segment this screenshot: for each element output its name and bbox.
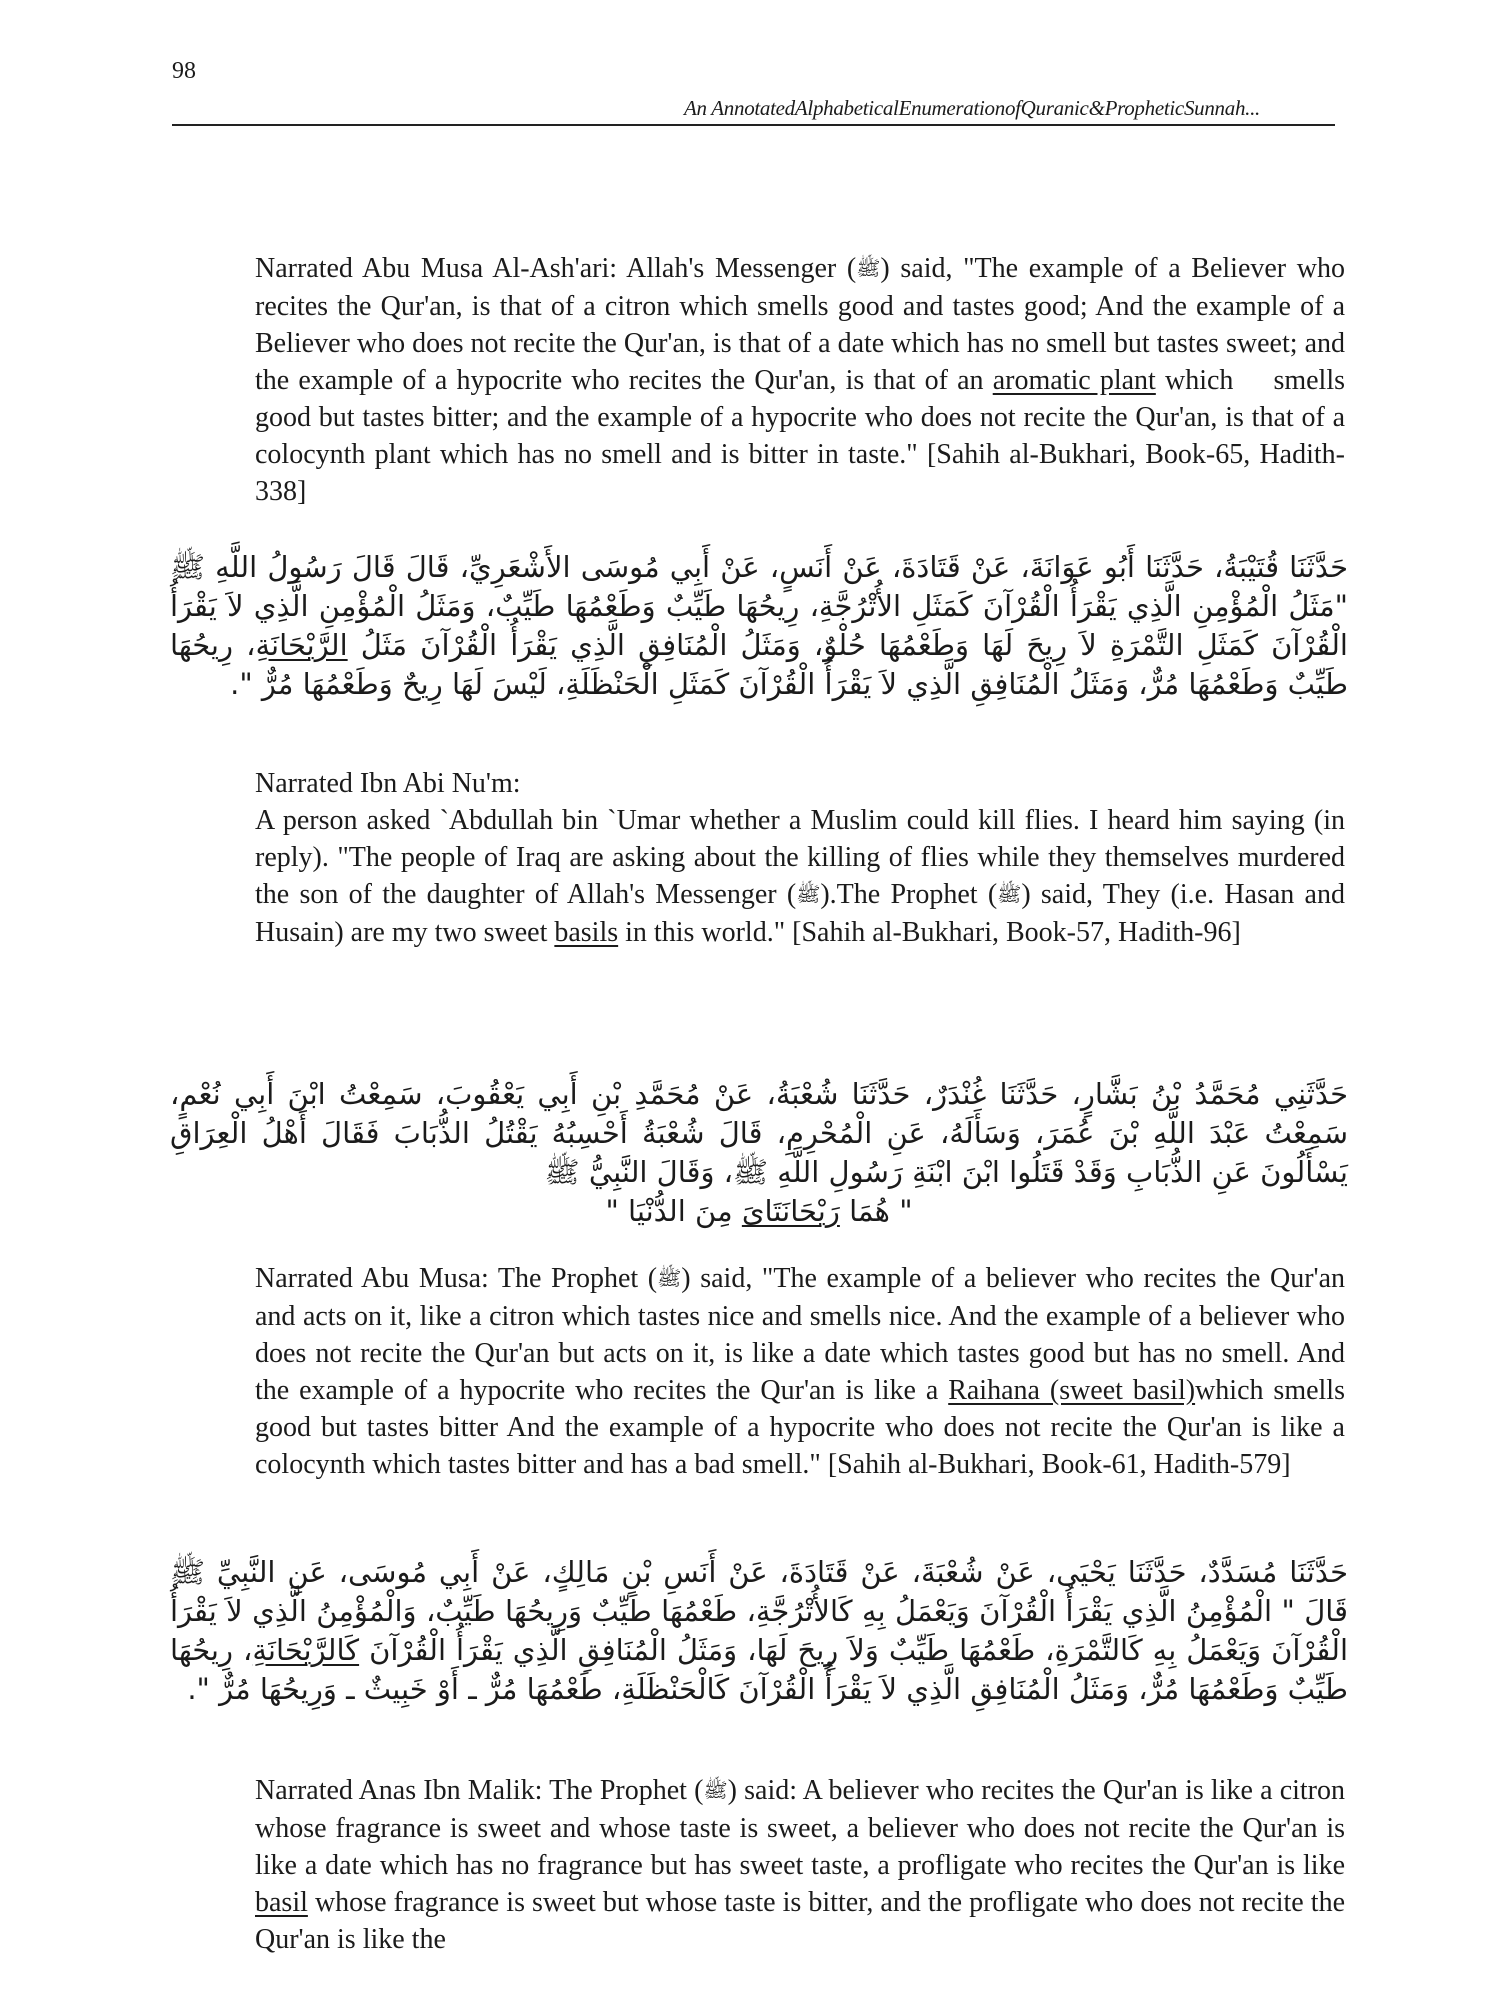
hadith-2-english: Narrated Ibn Abi Nu'm: A person asked `Abdullah bin `Umar whether a Muslim could kill flies. I heard him saying (in reply). "The people of Iraq are asking about the killing of flies while they themselves murdered the son of the daughter of Allah's Messenger (ﷺ).The Prophet (ﷺ) said, They (i.e. Hasan and Husain) are my two sweet basils in this world." [Sahih al-Bukhari, Book-57, Hadith-96] (255, 765, 1345, 951)
highlighted-term: basil (255, 1887, 308, 1918)
narrator-line: Narrated Ibn Abi Nu'm: (255, 768, 521, 799)
highlighted-term-arabic: الرَّيْحَانَةِ (255, 628, 348, 662)
highlighted-term-arabic: رَيْحَانَتَاىَ (741, 1194, 840, 1228)
hadith-1-english: Narrated Abu Musa Al-Ash'ari: Allah's Messenger (ﷺ) said, "The example of a Believer who recites the Qur'an, is that of a citron which smells good and tastes good; And the example of a Believer who does not recite the Qur'an, is that of a date which has no smell but tastes sweet; and the example of a hypocrite who recites the Qur'an, is that of an aromatic plant which smells good but tastes bitter; and the example of a hypocrite who does not recite the Qur'an, is that of a colocynth plant which has no smell and is bitter in taste." [Sahih al-Bukhari, Book-65, Hadith-338] (255, 253, 1345, 507)
pbuh-symbol: ﷺ (796, 884, 821, 906)
header-divider (172, 124, 1335, 126)
hadith-3-english: Narrated Abu Musa: The Prophet (ﷺ) said, "The example of a believer who recites the Qur'an and acts on it, like a citron which tastes nice and smells nice. And the example of a believer who does not recite the Qur'an but acts on it, is like a date which tastes good but has no smell. And the example of a hypocrite who recites the Qur'an is like a Raihana (sweet basil)which smells good but tastes bitter And the example of a hypocrite who does not recite the Qur'an is like a colocynth which tastes bitter and has a bad smell." [Sahih al-Bukhari, Book-61, Hadith-579] (255, 1263, 1346, 1480)
highlighted-term: basils (554, 917, 619, 948)
hadith-4-english: Narrated Anas Ibn Malik: The Prophet (ﷺ) said: A believer who recites the Qur'an is like a citron whose fragrance is sweet and whose taste is sweet, a believer who does not recite the Qur'an is like a date which has no fragrance but has sweet taste, a profligate who recites the Qur'an is like basil whose fragrance is sweet but whose taste is bitter, and the profligate who does not recite the Qur'an is like the (255, 1775, 1345, 1955)
pbuh-symbol: ﷺ (856, 258, 881, 280)
hadith-1-arabic: حَدَّثَنَا قُتَيْبَةُ، حَدَّثَنَا أَبُو عَوَانَةَ، عَنْ قَتَادَةَ، عَنْ أَنَسٍ، عَنْ أَبِي مُوسَى الأَشْعَرِيِّ، قَالَ قَالَ رَسُولُ اللَّهِ ﷺ "مَثَلُ الْمُؤْمِنِ الَّذِي يَقْرَأُ الْقُرْآنَ كَمَثَلِ الأُتْرُجَّةِ، رِيحُهَا طَيِّبٌ وَطَعْمُهَا طَيِّبٌ، وَمَثَلُ الْمُؤْمِنِ الَّذِي لاَ يَقْرَأُ الْقُرْآنَ كَمَثَلِ التَّمْرَةِ لاَ رِيحَ لَهَا وَطَعْمُهَا حُلْوٌ، وَمَثَلُ الْمُنَافِقِ الَّذِي يَقْرَأُ الْقُرْآنَ مَثَلُ الرَّيْحَانَةِ، رِيحُهَا طَيِّبٌ وَطَعْمُهَا مُرٌّ، وَمَثَلُ الْمُنَافِقِ الَّذِي لاَ يَقْرَأُ الْقُرْآنَ كَمَثَلِ الْحَنْظَلَةِ، لَيْسَ لَهَا رِيحٌ وَطَعْمُهَا مُرٌّ ". (170, 550, 1348, 701)
highlighted-term: aromatic plant (992, 365, 1156, 396)
highlighted-term: Raihana (sweet basil) (948, 1375, 1196, 1406)
page-number: 98 (172, 58, 196, 84)
pbuh-symbol: ﷺ (657, 1268, 682, 1290)
pbuh-symbol: ﷺ (997, 884, 1022, 906)
running-title: An AnnotatedAlphabeticalEnumerationofQuranic&PropheticSunnah... (683, 96, 1260, 120)
highlighted-term-arabic: كَالرَّيْحَانَةِ (252, 1633, 360, 1667)
hadith-2-arabic: حَدَّثَنِي مُحَمَّدُ بْنُ بَشَّارٍ، حَدَّثَنَا غُنْدَرٌ، حَدَّثَنَا شُعْبَةُ، عَنْ مُحَمَّدِ بْنِ أَبِي يَعْقُوبَ، سَمِعْتُ ابْنَ أَبِي نُعْمٍ، سَمِعْتُ عَبْدَ اللَّهِ بْنَ عُمَرَ، وَسَأَلَهُ، عَنِ الْمُحْرِمِ، قَالَ شُعْبَةُ أَحْسِبُهُ يَقْتُلُ الذُّبَابَ فَقَالَ أَهْلُ الْعِرَاقِ يَسْأَلُونَ عَنِ الذُّبَابِ وَقَدْ قَتَلُوا ابْنَ ابْنَةِ رَسُولِ اللَّهِ ﷺ، وَقَالَ النَّبِيُّ ﷺ " هُمَا رَيْحَانَتَاىَ مِنَ الدُّنْيَا " (170, 1077, 1348, 1228)
pbuh-symbol: ﷺ (703, 1780, 728, 1802)
hadith-3-arabic: حَدَّثَنَا مُسَدَّدٌ، حَدَّثَنَا يَحْيَى، عَنْ شُعْبَةَ، عَنْ قَتَادَةَ، عَنْ أَنَسِ بْنِ مَالِكٍ، عَنْ أَبِي مُوسَى، عَنِ النَّبِيِّ ﷺ قَالَ " الْمُؤْمِنُ الَّذِي يَقْرَأُ الْقُرْآنَ وَيَعْمَلُ بِهِ كَالأُتْرُجَّةِ، طَعْمُهَا طَيِّبٌ وَرِيحُهَا طَيِّبٌ، وَالْمُؤْمِنُ الَّذِي لاَ يَقْرَأُ الْقُرْآنَ وَيَعْمَلُ بِهِ كَالتَّمْرَةِ، طَعْمُهَا طَيِّبٌ وَلاَ رِيحَ لَهَا، وَمَثَلُ الْمُنَافِقِ الَّذِي يَقْرَأُ الْقُرْآنَ كَالرَّيْحَانَةِ، رِيحُهَا طَيِّبٌ وَطَعْمُهَا مُرٌّ، وَمَثَلُ الْمُنَافِقِ الَّذِي لاَ يَقْرَأُ الْقُرْآنَ كَالْحَنْظَلَةِ، طَعْمُهَا مُرٌّ ـ أَوْ خَبِيثٌ ـ وَرِيحُهَا مُرٌّ ". (170, 1555, 1348, 1706)
